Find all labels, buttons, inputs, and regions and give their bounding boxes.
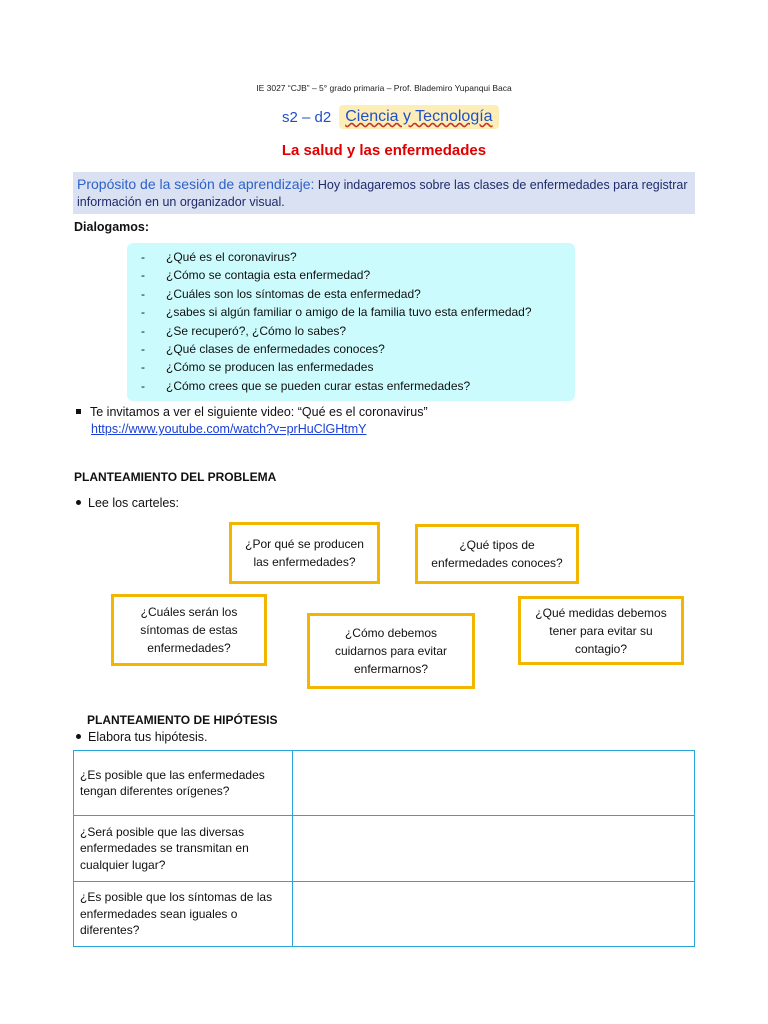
list-item bbox=[141, 322, 532, 340]
hypothesis-answer-cell[interactable] bbox=[293, 882, 695, 947]
dash-bullet: - bbox=[141, 250, 145, 264]
video-section bbox=[74, 404, 428, 438]
video-text: Te invitamos a ver el siguiente video: “Qué es el coronavirus” bbox=[90, 405, 428, 419]
dash-bullet: - bbox=[141, 286, 145, 301]
dash-bullet: - bbox=[141, 323, 145, 338]
list-item bbox=[141, 303, 532, 321]
hypothesis-answer-cell[interactable] bbox=[293, 816, 695, 882]
card-text: ¿Cuáles serán los síntomas de estas enfermedades? bbox=[140, 605, 238, 655]
page-title: La salud y las enfermedades bbox=[281, 142, 487, 159]
question-text: ¿Cómo se contagia esta enfermedad? bbox=[166, 268, 371, 283]
list-item bbox=[141, 377, 532, 395]
card-text: ¿Por qué se producen las enfermedades? bbox=[245, 537, 364, 569]
hypothesis-question: ¿Es posible que los síntomas de las enfermedades sean iguales o diferentes? bbox=[74, 882, 293, 947]
instruction-text: Lee los carteles: bbox=[88, 496, 180, 510]
card-text: ¿Cómo debemos cuidarnos para evitar enfermarnos? bbox=[334, 626, 448, 676]
list-item bbox=[141, 266, 532, 284]
questions-box bbox=[127, 243, 575, 401]
problem-instruction bbox=[74, 496, 179, 510]
table-row bbox=[74, 816, 695, 882]
question-text: ¿Cómo crees que se pueden curar estas enfermedades? bbox=[166, 378, 471, 393]
list-item bbox=[141, 285, 532, 303]
hypothesis-answer-cell[interactable] bbox=[293, 751, 695, 816]
list-item bbox=[141, 358, 532, 376]
instruction-text: Elabora tus hipótesis. bbox=[88, 730, 208, 744]
question-card bbox=[229, 522, 380, 584]
purpose-box bbox=[73, 172, 695, 214]
table-row bbox=[74, 751, 695, 816]
question-card bbox=[518, 596, 684, 665]
question-text: ¿Se recuperó?, ¿Cómo lo sabes? bbox=[166, 323, 347, 338]
hypothesis-table bbox=[73, 750, 695, 947]
square-bullet-icon bbox=[76, 409, 81, 414]
video-link[interactable]: https://www.youtube.com/watch?v=prHuClGHtmY bbox=[91, 422, 367, 436]
question-card bbox=[415, 524, 579, 584]
hypothesis-heading: PLANTEAMIENTO DE HIPÓTESIS bbox=[87, 713, 278, 727]
hypothesis-instruction bbox=[74, 730, 208, 744]
hypothesis-question: ¿Es posible que las enfermedades tengan diferentes orígenes? bbox=[74, 751, 293, 816]
session-info bbox=[282, 103, 499, 131]
purpose-label: Propósito de la sesión de aprendizaje: bbox=[77, 176, 315, 192]
question-text: ¿Cuáles son los síntomas de esta enfermedad? bbox=[166, 286, 421, 301]
purpose-text: Hoy indagaremos sobre las clases de enfermedades para registrar información en un organizador visual. bbox=[77, 178, 688, 209]
problem-heading: PLANTEAMIENTO DEL PROBLEMA bbox=[74, 470, 277, 484]
video-invite bbox=[74, 404, 428, 421]
dash-bullet: - bbox=[141, 360, 145, 375]
round-bullet-icon bbox=[76, 734, 81, 739]
dash-bullet: - bbox=[141, 378, 145, 393]
list-item bbox=[141, 340, 532, 358]
question-text: ¿Qué clases de enfermedades conoces? bbox=[166, 342, 385, 357]
dialog-heading: Dialogamos: bbox=[74, 220, 150, 234]
round-bullet-icon bbox=[76, 500, 81, 505]
question-text: ¿Cómo se producen las enfermedades bbox=[166, 360, 374, 375]
card-text: ¿Qué tipos de enfermedades conoces? bbox=[431, 538, 563, 570]
question-text: ¿sabes si algún familiar o amigo de la familia tuvo esta enfermedad? bbox=[166, 305, 532, 320]
question-card bbox=[307, 613, 475, 689]
dash-bullet: - bbox=[141, 342, 145, 357]
hypothesis-question: ¿Será posible que las diversas enfermedades se transmitan en cualquier lugar? bbox=[74, 816, 293, 882]
questions-list bbox=[141, 248, 532, 395]
card-text: ¿Qué medidas debemos tener para evitar su contagio? bbox=[535, 605, 667, 656]
table-row bbox=[74, 882, 695, 947]
question-text: ¿Qué es el coronavirus? bbox=[166, 250, 297, 264]
question-card bbox=[111, 594, 267, 666]
session-code: s2 – d2 bbox=[282, 108, 332, 126]
dash-bullet: - bbox=[141, 268, 145, 283]
subject-label: Ciencia y Tecnología bbox=[339, 105, 498, 129]
dash-bullet: - bbox=[141, 305, 145, 320]
document-header: IE 3027 “CJB” – 5° grado primaria – Prof. Blademiro Yupanqui Baca bbox=[256, 83, 512, 93]
list-item bbox=[141, 248, 532, 266]
